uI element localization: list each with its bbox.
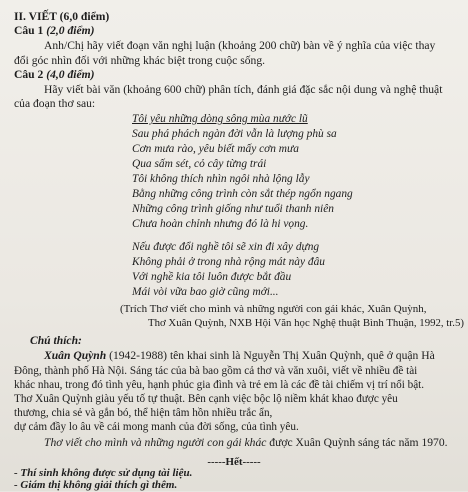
poem-line — [132, 112, 308, 126]
poem-line: Những công trình giống như tuổi thanh niên — [132, 203, 334, 215]
note-line-1 — [44, 349, 435, 363]
note-line-4: Thơ Xuân Quỳnh giàu yếu tố tự thuật. Bên cạnh việc bộc lộ niềm khát khao được yêu — [14, 393, 398, 405]
poem-line: Với nghề kia tôi luôn được bắt đầu — [132, 271, 292, 283]
note-author: Xuân Quỳnh — [44, 349, 107, 362]
note-heading: Chú thích: — [30, 334, 82, 347]
poem-line: Nếu được đổi nghề tôi sẽ xin đi xây dựng — [132, 241, 320, 253]
poem-line: Tôi không thích nhìn ngôi nhà lộng lẫy — [132, 173, 310, 185]
question-1-label: Câu 1 — [14, 24, 44, 37]
end-mark: -----Hết----- — [207, 456, 261, 468]
poem-source-line-2: Thơ Xuân Quỳnh, NXB Hội Văn học Nghệ thuật Bình Thuận, 1992, tr.5) — [148, 317, 464, 329]
question-2-heading — [14, 68, 95, 82]
question-2-label: Câu 2 — [14, 68, 44, 81]
poem-line: Sau phá phách ngàn đời vẫn là lượng phù sa — [132, 128, 337, 140]
question-2-text-line-2: của đoạn thơ sau: — [14, 97, 96, 110]
question-1-heading — [14, 24, 95, 38]
poem-source-line-1: (Trích Thơ viết cho mình và những người con gái khác, Xuân Quỳnh, — [120, 303, 427, 315]
note-line-3: khác nhau, trong đó tình yêu, hạnh phúc gia đình và trẻ em là các đề tài chiếm vị trí nổi bật. — [14, 379, 425, 391]
poem-line-text: Tôi yêu những dòng sông mùa nước lũ — [132, 113, 308, 125]
question-1-text-line-1: Anh/Chị hãy viết đoạn văn nghị luận (khoảng 200 chữ) bàn về ý nghĩa của việc thay — [44, 39, 436, 52]
poem-line: Bằng những công trình còn sắt thép ngổn ngang — [132, 188, 353, 200]
poem-line: Qua sấm sét, cỏ cây từng trái — [132, 158, 267, 170]
footer-note-2: - Giám thị không giải thích gì thêm. — [14, 479, 178, 491]
poem-line: Cơn mưa rào, yêu biết mấy cơn mưa — [132, 143, 299, 155]
note-line-5-prefix: thương, chia sẻ và gắn bó, thể hiện tâm hồn nhiều trắc ẩn, — [14, 407, 273, 419]
section-heading — [14, 10, 109, 24]
note-poem-line — [44, 436, 448, 450]
question-1-points: (2,0 điểm) — [46, 24, 95, 37]
poem-line: Chưa hoàn chỉnh nhưng đó là hi vọng. — [132, 218, 309, 230]
note-poem-title: Thơ viết cho mình và những người con gái khác — [44, 436, 267, 449]
note-line-5 — [14, 406, 272, 420]
note-line-1-text: (1942-1988) tên khai sinh là Nguyễn Thị Xuân Quỳnh, quê ở quận Hà — [106, 349, 435, 362]
note-line-6: dự cảm đầy lo âu về cái mong manh của đời sống, của tình yêu. — [14, 421, 299, 433]
poem-line: Không phải ở trong nhà rộng mát này đâu — [132, 256, 325, 268]
section-title: II. VIẾT — [14, 10, 57, 23]
question-1-text-line-2: đổi góc nhìn đối với những khác biệt trong cuộc sống. — [14, 54, 266, 67]
question-2-points: (4,0 điểm) — [46, 68, 95, 81]
footer-note-1: - Thí sinh không được sử dụng tài liệu. — [14, 467, 193, 479]
note-poem-year: được Xuân Quỳnh sáng tác năm 1970. — [266, 436, 448, 449]
poem-line: Mái vòi vữa bao giờ cũng mới... — [132, 286, 279, 298]
question-2-text-line-1: Hãy viết bài văn (khoảng 600 chữ) phân tích, đánh giá đặc sắc nội dung và nghệ thuật — [44, 83, 443, 96]
note-line-2: Đông, thành phố Hà Nội. Sáng tác của bà bao gồm cả thơ và văn xuôi, viết về nhiều đề tài — [14, 365, 418, 377]
section-points: (6,0 điểm) — [59, 10, 110, 23]
